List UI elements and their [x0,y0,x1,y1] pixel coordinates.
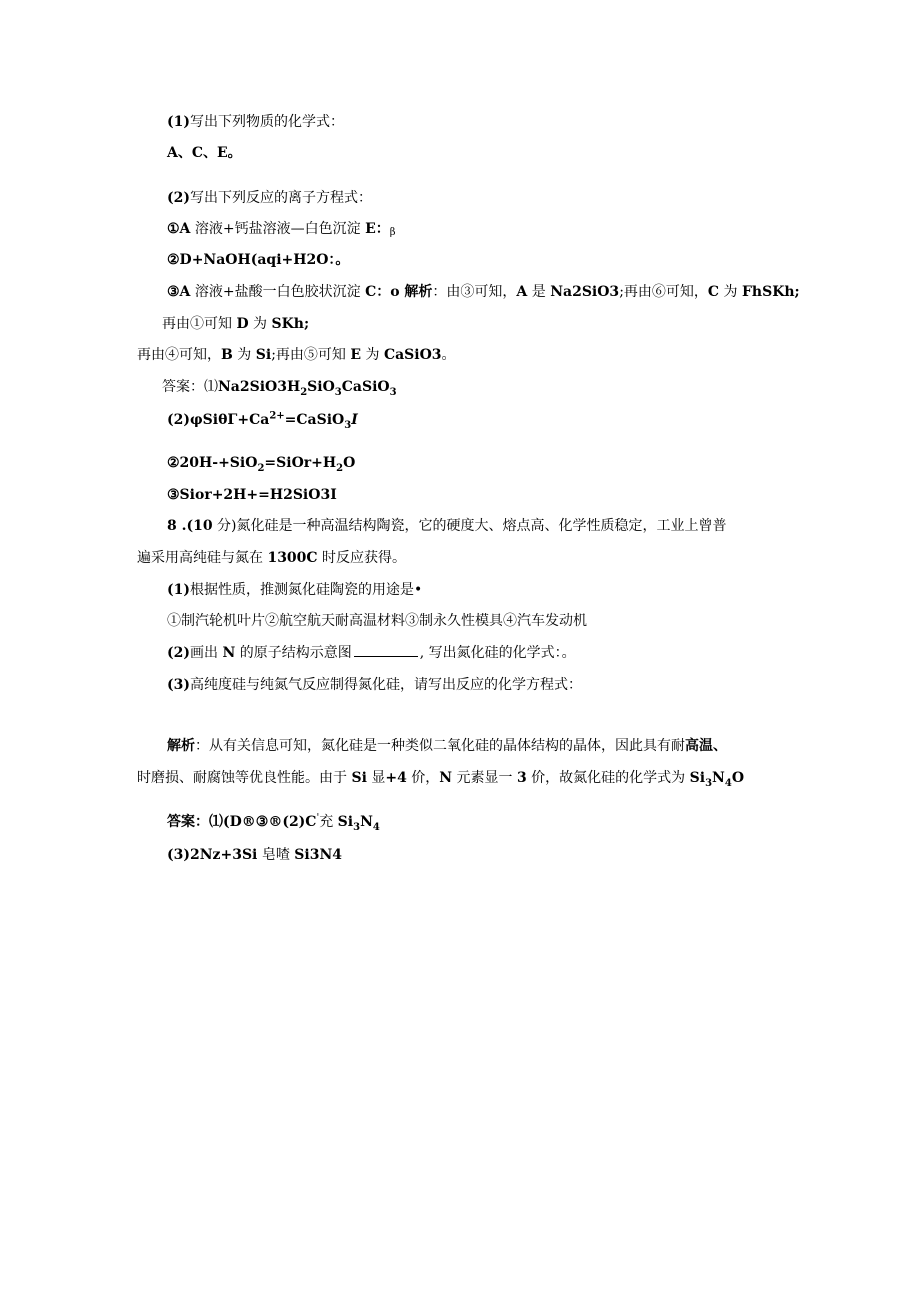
question-text: 根据性质，推测氮化硅陶瓷的用途是• [190,582,423,598]
formula [218,379,397,398]
formula: CaSiO3 [383,347,442,363]
formula-part: N [360,814,373,830]
formula: E [350,347,362,363]
question-part-2 [167,188,372,208]
analysis-text: 为 [719,284,742,300]
formula [167,455,356,474]
analysis-text: 价，故氮化硅的化学式为 [526,770,690,786]
analysis-text: 为 [248,316,272,332]
part-number: (1) [167,582,190,598]
answer-line-1 [162,377,397,397]
analysis-text: 为 [361,347,384,363]
answer-line-3 [167,453,355,473]
formula: B [221,347,233,363]
valence: +4 [385,770,407,786]
formula: C [707,284,720,300]
analysis-text: ;再由⑤可知 [271,347,351,363]
question-text: 画出 [190,645,223,661]
reaction-label: ③A [167,284,191,300]
formula: (3)2Nz+3Si [167,847,258,863]
analysis-text: 是 [527,284,551,300]
analysis-text: 显 [366,770,386,786]
formula: Si [351,770,367,786]
formula-part: SiO [307,379,335,395]
formula: ③Sior+2H+=H2SiO3I [167,487,337,503]
analysis-text: ;再由⑥可知， [619,284,708,300]
question-score: .(10 [176,518,213,534]
formula: Na2SiO3 [550,284,620,300]
formula: ⑴(D®③®(2)C [209,814,317,830]
analysis-text: ：从有关信息可知，氮化硅是一种类似二氧化硅的晶体结构的晶体，因此具有耐 [195,738,685,754]
question-8-line-2 [137,548,406,568]
formula-part: =CaSiO [284,412,345,428]
answer-blank-text: A、C、E。 [167,145,242,161]
question-text: 遍采用高纯硅与氮在 [137,550,268,566]
formula-part: Na2SiO3H [218,379,301,395]
superscript: ' [316,812,320,824]
answer-line-2 [167,410,358,430]
formula-part: Si [689,770,706,786]
question-8-line-1 [167,516,727,536]
question-8-part-1 [167,580,422,600]
formula-part: =SiOr+H [264,455,337,471]
answer-blanks-line [167,143,242,163]
formula: D [236,316,249,332]
formula-part: O [343,455,356,471]
subscript: 2 [336,462,344,474]
formula: Si3N4 [294,847,343,863]
valence: 3 [516,770,527,786]
formula-part: Si [337,814,354,830]
analysis-label: 解析 [167,738,195,754]
part-number: (2) [167,645,190,661]
answer-blank [354,644,418,657]
formula [337,814,380,833]
formula: FhSKh; [741,284,800,300]
question-text: 时反应获得。 [317,550,407,566]
analysis-label: 解析 [399,284,433,300]
formula-part: N [712,770,725,786]
question-8-options [167,611,587,631]
temperature: 1300C [267,550,318,566]
formula [689,770,745,789]
analysis-text: 元素显一 [452,770,517,786]
subscript: 3 [389,386,397,398]
formula-part: O [731,770,745,786]
formula-part: ②20H-+SiO [167,455,258,471]
subscript: 3 [334,386,342,398]
answer-label: 答案： [167,814,209,830]
formula-part: (2)φSiθΓ+Ca [167,412,270,428]
formula-part: CaSiO [341,379,390,395]
answer-line-4 [167,485,337,505]
reaction-product: C：o [365,284,400,300]
question-part-1 [167,112,344,132]
analysis-text: 为 [232,347,256,363]
formula [167,410,358,431]
subscript: 2 [300,386,308,398]
analysis-8-line-2 [137,768,744,788]
question-8-part-2 [167,643,576,663]
formula-part: I [351,412,358,428]
analysis-text: 高温、 [685,738,727,754]
answer-text: 皂喳 [257,847,295,863]
formula: SKh; [271,316,310,332]
question-text: 写出下列物质的化学式： [190,114,344,130]
question-text: , 写出氮化硅的化学式：。 [419,645,576,661]
reaction-line-3 [167,282,800,302]
analysis-text: 。 [441,347,456,363]
reaction-line-1 [167,219,396,243]
reaction-text: ②D+NaOH(aqi+H2O：。 [167,252,350,268]
reaction-label: ①A [167,221,191,237]
answer-8-line-1 [167,812,380,832]
subscript: 4 [372,821,380,833]
analysis-text: ：由③可知， [432,284,517,300]
reaction-product: E： [365,221,390,237]
analysis-text: 时磨损、耐腐蚀等优良性能。由于 [137,770,352,786]
question-text: 写出下列反应的离子方程式： [190,190,372,206]
question-text: 分)氮化硅是一种高温结构陶瓷，它的硬度大、熔点高、化学性质稳定，工业上曾普 [212,518,727,534]
analysis-line-2 [162,314,309,334]
analysis-text: 价， [406,770,440,786]
reaction-text: 溶液+盐酸一白色胶状沉淀 [190,284,366,300]
subscript: 3 [344,419,352,431]
analysis-line-3 [137,345,456,365]
answer-8-line-2 [167,845,342,865]
question-number: 8 [167,518,177,534]
question-text: 的原子结构示意图 [235,645,352,661]
answer-text: 充 [319,814,338,830]
formula: N [222,645,236,661]
question-8-part-3 [167,675,582,695]
analysis-text: 再由④可知， [137,347,221,363]
analysis-text: 再由①可知 [162,316,237,332]
part-number: ⑴ [204,379,218,395]
part-number: (1) [167,114,190,130]
formula: Si [255,347,272,363]
subscript: 3 [705,777,713,789]
superscript: 2+ [269,410,285,422]
subscript: 4 [724,777,732,789]
part-number: (3) [167,677,190,693]
subscript: 3 [353,821,361,833]
question-text: 高纯度硅与纯氮气反应制得氮化硅，请写出反应的化学方程式： [190,677,582,693]
subscript: 2 [257,462,265,474]
stray-glyph: β [389,227,396,238]
answer-label: 答案： [162,379,204,395]
reaction-text: 溶液+钙盐溶液—白色沉淀 [190,221,366,237]
formula: N [439,770,453,786]
formula: A [516,284,528,300]
reaction-line-2 [167,250,349,270]
analysis-8-line-1 [167,736,727,756]
part-number: (2) [167,190,190,206]
options-text: ①制汽轮机叶片②航空航天耐高温材料③制永久性模具④汽车发动机 [167,613,587,629]
